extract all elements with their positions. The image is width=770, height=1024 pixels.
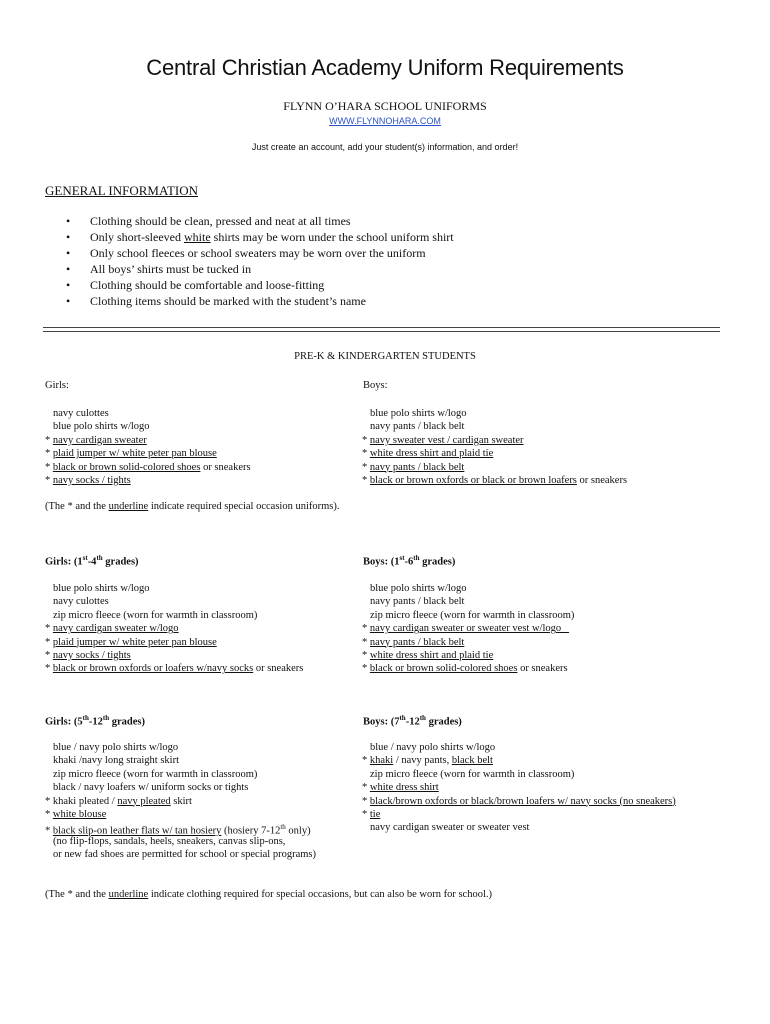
list-item: * black or brown solid-colored shoes or sneakers [45,461,251,473]
list-item: blue polo shirts w/logo [370,583,467,594]
girls-1-4-heading: Girls: (1st-4th grades) [45,554,139,568]
prek-boys-label: Boys: [363,380,388,391]
boys-1-6-heading: Boys: (1st-6th grades) [363,554,456,568]
final-footnote: (The * and the underline indicate clothing required for special occasions, but can also be worn for school.) [45,889,492,900]
list-item: blue polo shirts w/logo [53,421,150,433]
list-item: * black slip-on leather flats w/ tan hosiery (hosiery 7-12th only) [45,823,311,837]
vendor-name: FLYNN O’HARA SCHOOL UNIFORMS [283,99,487,113]
list-item: blue polo shirts w/logo [53,583,150,594]
list-item: * tie [362,808,381,820]
list-item: * black or brown solid-colored shoes or sneakers [362,663,568,675]
list-item: (no flip-flops, sandals, heels, sneakers, canvas slip-ons, [53,835,286,847]
list-item: * navy pants / black belt [362,636,465,648]
list-item: navy cardigan sweater or sweater vest [370,822,530,834]
list-item: * black or brown oxfords or loafers w/navy socks or sneakers [45,663,304,675]
prek-girls-list [45,407,251,487]
document-title: Central Christian Academy Uniform Requirements [146,55,624,80]
girls-1-4-list [45,582,303,676]
list-item: * khaki pleated / navy pleated skirt [45,795,192,807]
list-item: * white blouse [45,808,107,820]
list-item: navy pants / black belt [370,421,465,433]
list-item: navy pants / black belt [370,596,465,608]
list-item: blue / navy polo shirts w/logo [370,742,496,753]
list-item: * white dress shirt and plaid tie [362,448,494,460]
prek-heading: PRE-K & KINDERGARTEN STUDENTS [294,351,476,362]
boys-7-12-list [362,741,676,835]
list-item: navy culottes [53,408,109,419]
list-item: • All boys’ shirts must be tucked in [64,261,454,277]
list-item: * navy socks / tights [45,474,131,486]
section-divider [43,331,720,332]
boys-1-6-list [362,582,574,676]
list-item: navy culottes [53,596,109,608]
list-item: zip micro fleece (worn for warmth in classroom) [370,609,575,621]
list-item: * khaki / navy pants, black belt [362,755,493,767]
general-information-heading: GENERAL INFORMATION [45,183,198,198]
list-item: • Clothing should be comfortable and loose-fitting [64,277,454,293]
list-item: zip micro fleece (worn for warmth in classroom) [53,768,258,780]
girls-5-12-list [45,741,316,862]
order-instructions: Just create an account, add your student(s) information, and order! [251,142,519,152]
list-item: * navy cardigan sweater or sweater vest w/logo [362,623,570,635]
list-item: blue / navy polo shirts w/logo [53,742,179,753]
list-item: * white dress shirt [362,782,439,794]
prek-boys-list [362,407,627,487]
list-item: blue polo shirts w/logo [370,408,467,419]
list-item: * navy socks / tights [45,649,131,661]
prek-footnote: (The * and the underline indicate required special occasion uniforms). [45,501,340,512]
list-item: • Only school fleeces or school sweaters may be worn over the uniform [64,245,454,261]
list-item: khaki /navy long straight skirt [53,755,179,767]
vendor-website-link[interactable]: WWW.FLYNNOHARA.COM [329,116,441,126]
list-item: * navy cardigan sweater w/logo [45,623,179,635]
list-item: * navy pants / black belt [362,461,465,473]
list-item: or new fad shoes are permitted for school or special programs) [53,849,316,861]
boys-7-12-heading: Boys: (7th-12th grades) [363,714,462,728]
list-item: zip micro fleece (worn for warmth in classroom) [53,609,258,621]
section-divider [43,327,720,328]
list-item: black / navy loafers w/ uniform socks or tights [53,782,249,794]
list-item: * navy sweater vest / cardigan sweater [362,434,524,446]
list-item: • Clothing items should be marked with the student’s name [64,293,454,309]
prek-girls-label: Girls: [45,380,69,391]
girls-5-12-heading: Girls: (5th-12th grades) [45,714,145,728]
list-item: * white dress shirt and plaid tie [362,649,494,661]
list-item: zip micro fleece (worn for warmth in classroom) [370,768,575,780]
list-item: * black or brown oxfords or black or brown loafers or sneakers [362,474,628,486]
list-item: * plaid jumper w/ white peter pan blouse [45,636,217,648]
general-information-list [64,213,454,309]
list-item: * navy cardigan sweater [45,434,147,446]
list-item: • Clothing should be clean, pressed and neat at all times [64,213,454,229]
list-item: * black/brown oxfords or black/brown loafers w/ navy socks (no sneakers) [362,795,676,807]
list-item: * plaid jumper w/ white peter pan blouse [45,448,217,460]
list-item: • Only short-sleeved white shirts may be worn under the school uniform shirt [64,229,454,245]
